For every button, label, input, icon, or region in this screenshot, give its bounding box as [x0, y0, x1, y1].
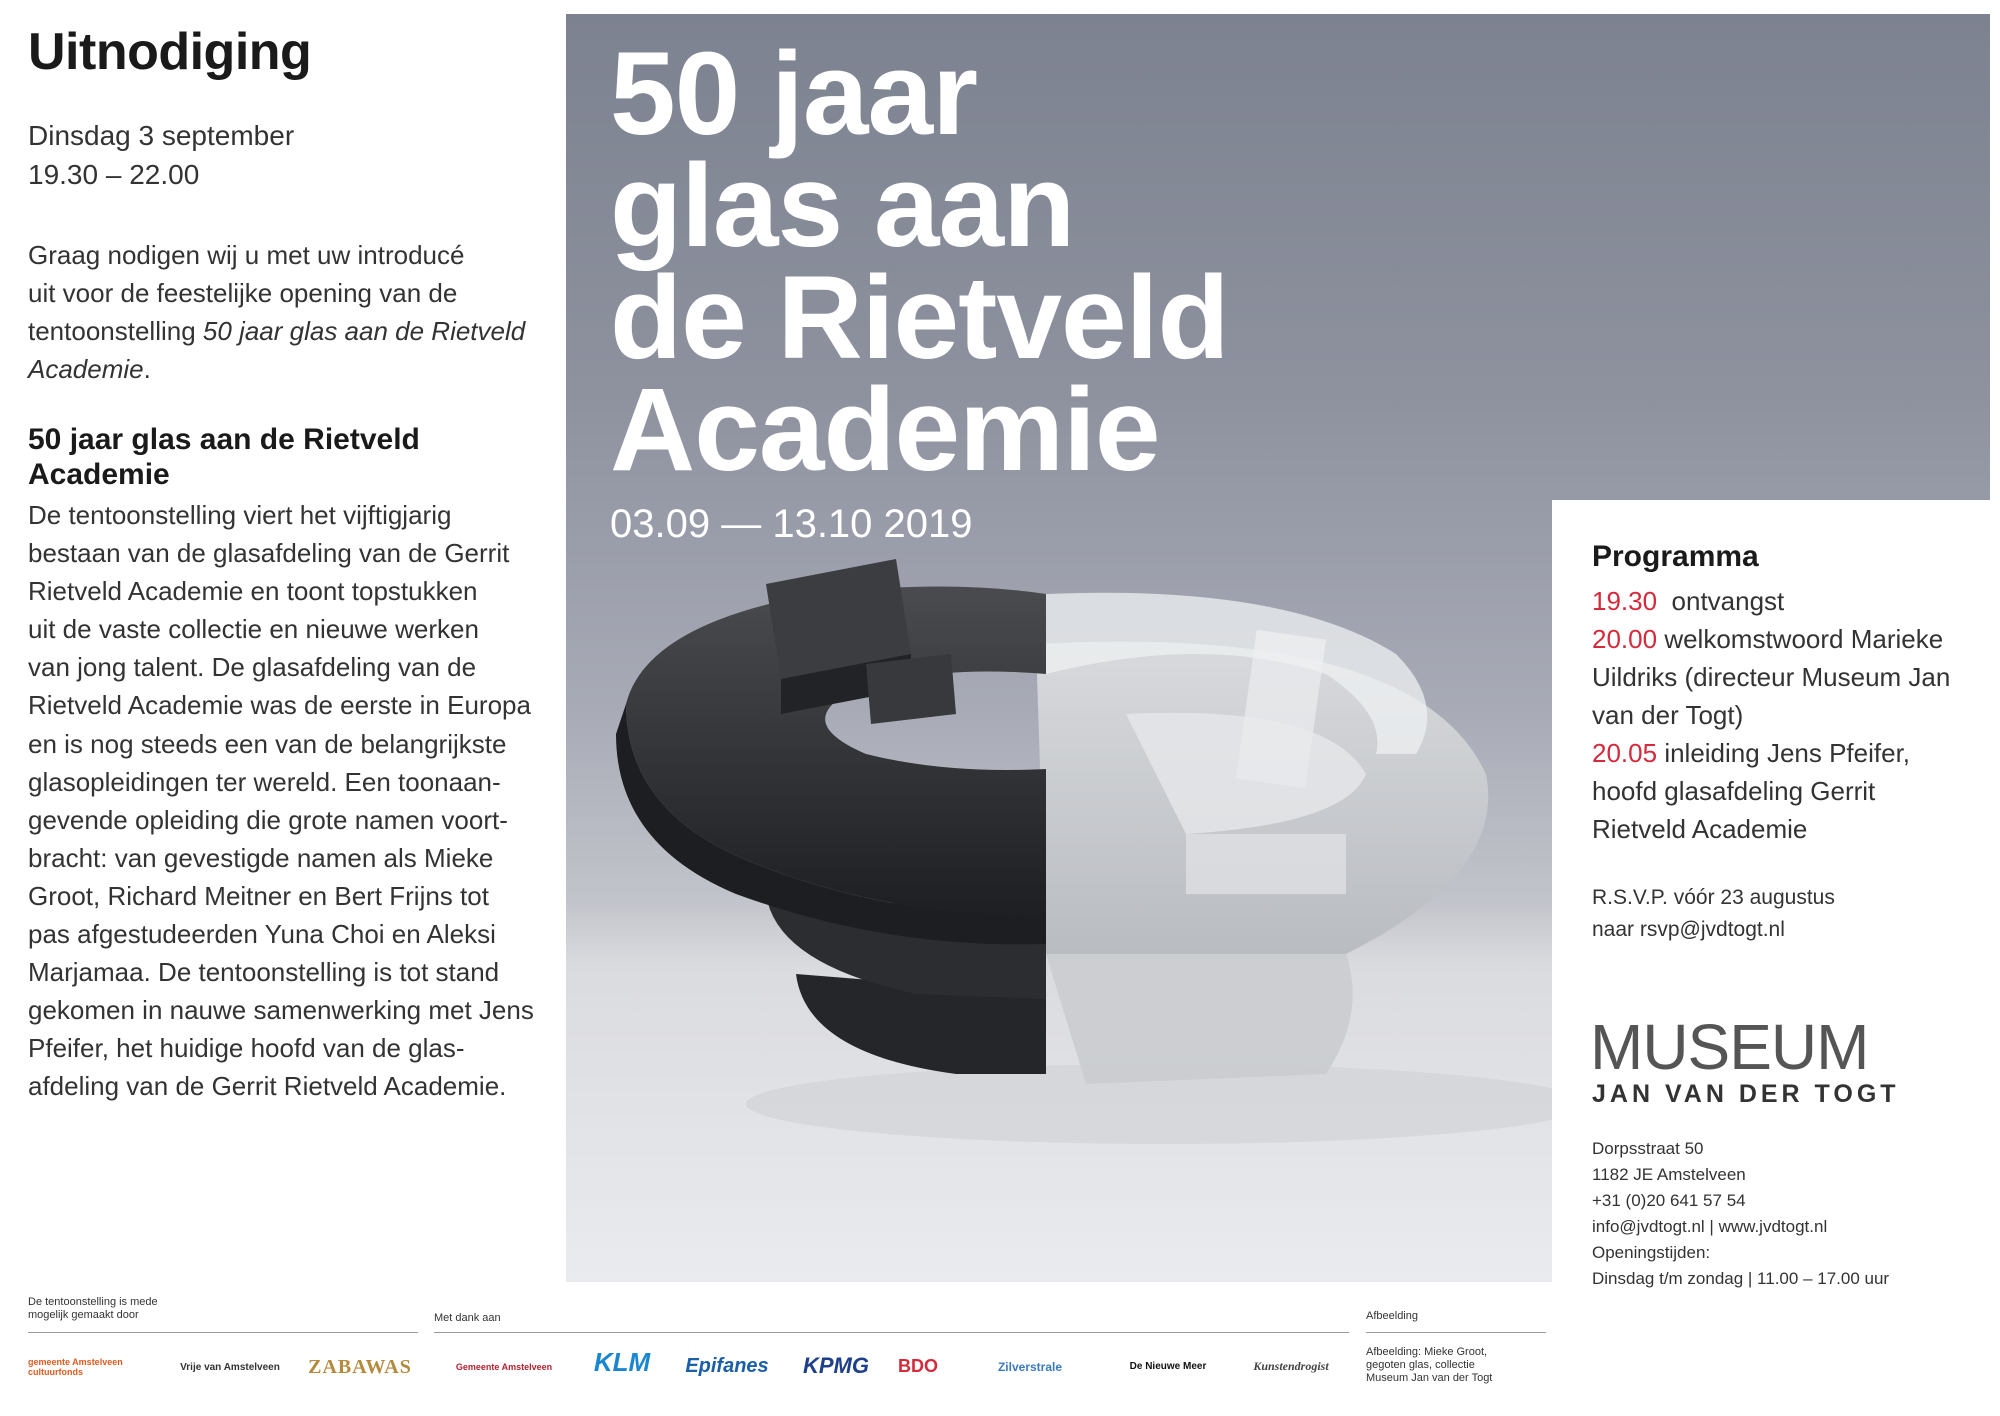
- sponsor-logo-text: Gemeente Amstelveen: [455, 1362, 553, 1372]
- exhibition-dates: 03.09 — 13.10 2019: [610, 502, 973, 546]
- museum-logo-subname: JAN VAN DER TOGT: [1592, 1080, 1900, 1108]
- sponsor-logo-amstelveen-cultuurfonds: [28, 1350, 158, 1384]
- footer-divider: [1366, 1332, 1546, 1333]
- program-item: [1592, 734, 1972, 848]
- contact-links[interactable]: info@jvdtogt.nl | www.jvdtogt.nl: [1592, 1217, 1828, 1236]
- program-item: [1592, 582, 1972, 620]
- program-time: 19.30: [1592, 586, 1658, 616]
- description-line: en is nog steeds een van de belangrijkste: [28, 728, 507, 759]
- description-line: Rietveld Academie was de eerste in Europa: [28, 690, 531, 721]
- rsvp-deadline: R.S.V.P. vóór 23 augustus: [1592, 886, 1835, 909]
- sponsor-logo-kpmg: [796, 1350, 876, 1382]
- opening-hours: Dinsdag t/m zondag | 11.00 – 17.00 uur: [1592, 1269, 1890, 1288]
- museum-logo-name: MUSEUM: [1590, 1011, 1869, 1083]
- sponsor-logo-gemeente: [434, 1352, 574, 1382]
- rsvp-note: [1592, 882, 1835, 946]
- credit-label: Afbeelding: [1366, 1310, 1418, 1322]
- description-line: gevende opleiding die grote namen voort-: [28, 804, 508, 835]
- intro-text: .: [143, 354, 151, 384]
- program-time: 20.00: [1592, 624, 1658, 654]
- description-line: uit de vaste collectie en nieuwe werken: [28, 614, 479, 645]
- description-line: gekomen in nauwe samenwerking met Jens: [28, 995, 534, 1026]
- phone-number: +31 (0)20 641 57 54: [1592, 1191, 1746, 1210]
- image-credit-line: gegoten glas, collectie: [1366, 1359, 1475, 1371]
- exhibition-title-line: Academie: [610, 364, 1160, 496]
- sponsor-label-line: mogelijk gemaakt door: [28, 1309, 139, 1321]
- sponsor-label: [28, 1296, 158, 1322]
- program-text: inleiding Jens Pfeifer,: [1664, 738, 1911, 768]
- address-line: Dorpsstraat 50: [1592, 1139, 1704, 1158]
- exhibition-title: [610, 28, 1229, 496]
- sponsor-logo-bdo: [888, 1352, 948, 1380]
- program-text: hoofd glasafdeling Gerrit: [1592, 776, 1876, 806]
- sponsor-logo-klm: [582, 1342, 662, 1382]
- sponsor-logo-text: Zilverstrale: [997, 1360, 1063, 1374]
- section-title-line: 50 jaar glas aan de Rietveld: [28, 423, 420, 456]
- sponsor-logo-zabawas: [300, 1350, 420, 1384]
- sponsor-logo-text: ZABAWAS: [308, 1355, 412, 1378]
- exhibition-name-italic: 50 jaar glas aan de Rietveld: [202, 316, 526, 346]
- sponsor-logo-vrije-amstelveen: [170, 1350, 290, 1384]
- description-line: glasopleidingen ter wereld. Een toonaan-: [28, 766, 501, 797]
- exhibition-name-italic: Academie: [28, 354, 144, 384]
- program-item: [1592, 620, 1972, 734]
- intro-line: uit voor de feestelijke opening van de: [28, 278, 458, 308]
- description-line: bracht: van gevestigde namen als Mieke: [28, 842, 494, 873]
- event-datetime: [28, 116, 294, 194]
- intro-paragraph: [28, 236, 548, 388]
- description-line: pas afgestudeerden Yuna Choi en Aleksi: [28, 919, 496, 950]
- description-line: Rietveld Academie en toont topstukken: [28, 576, 478, 607]
- description-paragraph: [28, 496, 558, 1106]
- thanks-label: Met dank aan: [434, 1312, 501, 1324]
- museum-address: [1592, 1136, 1889, 1292]
- section-title: [28, 422, 508, 492]
- description-line: De tentoonstelling viert het vijftigjarig: [28, 500, 452, 530]
- sponsor-logo-text: De Nieuwe Meer: [1129, 1360, 1207, 1372]
- program-text: Uildriks (directeur Museum Jan: [1592, 662, 1951, 692]
- exhibition-title-line: 50 jaar: [610, 28, 977, 160]
- sponsor-logo-text: Epifanes: [685, 1354, 769, 1377]
- sponsor-logo-text: BDO: [898, 1355, 938, 1376]
- program-text: Rietveld Academie: [1592, 814, 1808, 844]
- footer-divider: [28, 1332, 418, 1333]
- program-text: van der Togt): [1592, 700, 1744, 730]
- sponsor-logo-text: KPMG: [803, 1353, 869, 1378]
- image-credit-line: Museum Jan van der Togt: [1366, 1372, 1493, 1384]
- image-credit-line: Afbeelding: Mieke Groot,: [1366, 1346, 1488, 1358]
- intro-line: [28, 350, 548, 388]
- invitation-heading: Uitnodiging: [28, 23, 312, 81]
- description-line: Groot, Richard Meitner en Bert Frijns tot: [28, 880, 489, 911]
- sponsor-logo-text: Kunstendrogist: [1253, 1358, 1329, 1373]
- program-time: 20.05: [1592, 738, 1658, 768]
- program-text: welkomstwoord Marieke: [1664, 624, 1944, 654]
- exhibition-title-line: de Rietveld: [610, 252, 1229, 384]
- sponsor-logo-nieuwe-meer: [1108, 1350, 1228, 1382]
- footer-divider: [434, 1332, 1349, 1333]
- sponsor-logo-epifanes: [672, 1350, 782, 1382]
- description-line: Pfeifer, het huidige hoofd van de glas-: [28, 1033, 465, 1064]
- exhibition-title-line: glas aan: [610, 140, 1075, 272]
- image-credit: [1366, 1346, 1492, 1385]
- section-title-line: Academie: [28, 458, 170, 491]
- event-date: Dinsdag 3 september: [28, 120, 295, 151]
- description-line: Marjamaa. De tentoonstelling is tot stand: [28, 957, 500, 988]
- sponsor-label-line: De tentoonstelling is mede: [28, 1296, 158, 1308]
- description-line: afdeling van de Gerrit Rietveld Academie.: [28, 1071, 507, 1102]
- sponsor-logo-text: KLM: [593, 1346, 651, 1377]
- sponsor-logo-kunstendrogist: [1236, 1350, 1346, 1382]
- sponsor-logo-text: Vrije van Amstelveen: [180, 1361, 280, 1373]
- rsvp-email[interactable]: naar rsvp@jvdtogt.nl: [1592, 918, 1785, 941]
- intro-line: Graag nodigen wij u met uw introducé: [28, 240, 465, 270]
- intro-text: tentoonstelling: [28, 316, 203, 346]
- program-title: Programma: [1592, 540, 1759, 573]
- program-text: ontvangst: [1671, 586, 1785, 616]
- description-line: van jong talent. De glasafdeling van de: [28, 652, 477, 683]
- opening-hours-label: Openingstijden:: [1592, 1243, 1711, 1262]
- sponsor-logo-text: gemeente Amstelveen cultuurfonds: [28, 1357, 123, 1377]
- intro-line: [28, 312, 548, 350]
- event-time: 19.30 – 22.00: [28, 159, 200, 190]
- description-line: bestaan van de glasafdeling van de Gerrit: [28, 538, 510, 569]
- address-line: 1182 JE Amstelveen: [1592, 1165, 1746, 1184]
- sponsor-logo-zilverstrale: [960, 1352, 1100, 1382]
